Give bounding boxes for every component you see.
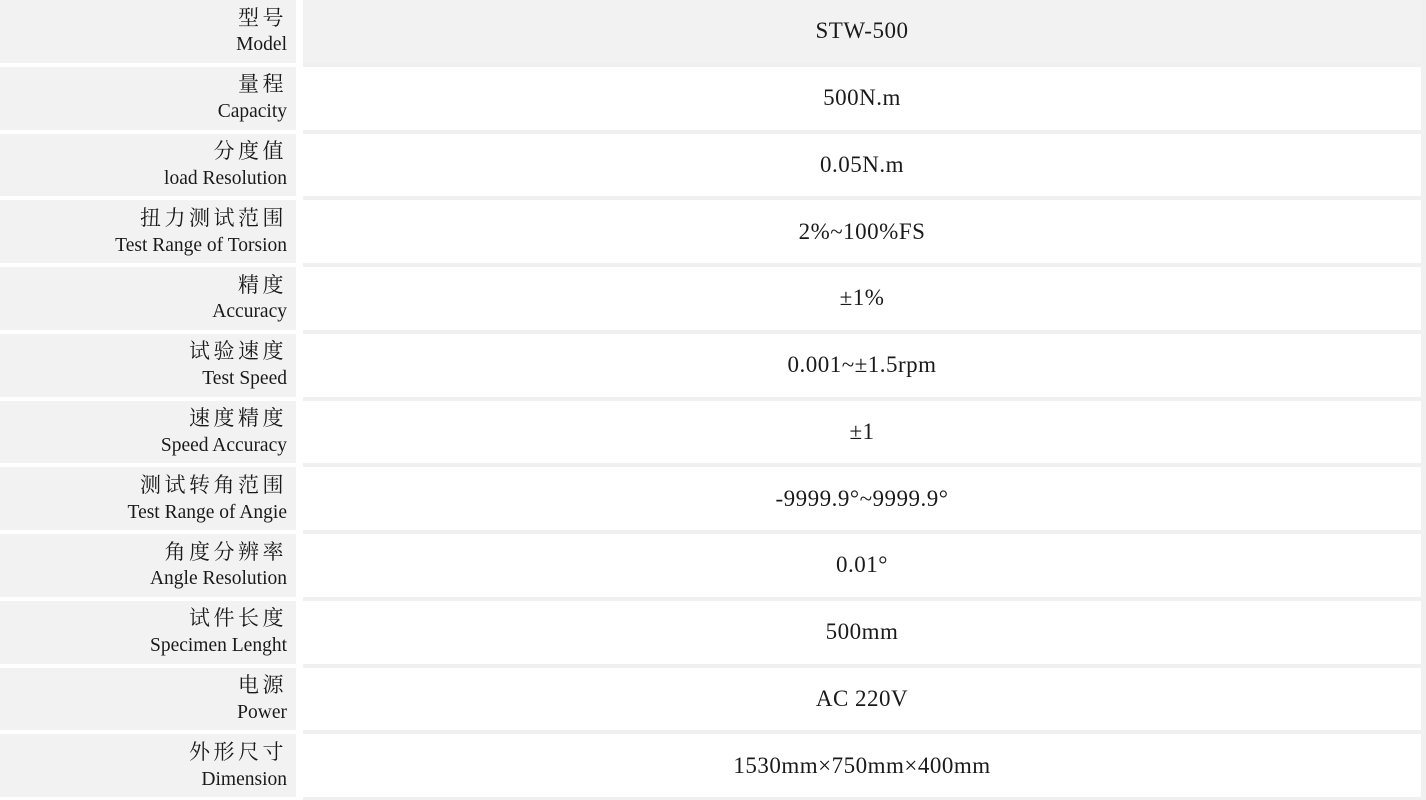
spec-value-cell bbox=[303, 67, 1421, 130]
spec-label-en: Specimen Lenght bbox=[149, 635, 287, 657]
column-gap bbox=[296, 0, 303, 800]
spec-value: -9999.9°~9999.9° bbox=[775, 485, 949, 511]
spec-value: AC 220V bbox=[815, 685, 909, 711]
spec-value-cell bbox=[303, 534, 1421, 597]
spec-label-cell bbox=[0, 0, 296, 63]
spec-value-cell bbox=[303, 734, 1421, 797]
spec-value: 1530mm×750mm×400mm bbox=[733, 752, 991, 778]
spec-label-zh: 速度精度 bbox=[189, 406, 287, 431]
spec-label-en: Test Range of Angie bbox=[127, 501, 287, 523]
spec-label-zh: 精度 bbox=[238, 272, 287, 297]
spec-value-cell bbox=[303, 267, 1421, 330]
spec-label-en: Accuracy bbox=[212, 301, 287, 323]
spec-label-zh: 外形尺寸 bbox=[189, 739, 287, 764]
spec-value: 2%~100%FS bbox=[798, 218, 926, 244]
spec-value: 0.01° bbox=[836, 552, 888, 578]
spec-label-zh: 角度分辨率 bbox=[164, 539, 287, 564]
spec-label-zh: 量程 bbox=[238, 72, 287, 97]
spec-label-en: Speed Accuracy bbox=[160, 434, 287, 456]
spec-value-cell bbox=[303, 601, 1421, 664]
spec-label-cell bbox=[0, 601, 296, 664]
spec-label-zh: 分度值 bbox=[213, 139, 287, 164]
spec-label-en: Capacity bbox=[217, 101, 287, 123]
spec-value: 500N.m bbox=[823, 85, 901, 111]
spec-value-cell bbox=[303, 334, 1421, 397]
spec-value: 0.001~±1.5rpm bbox=[787, 352, 937, 378]
spec-value-cell bbox=[303, 668, 1421, 731]
spec-value-cell bbox=[303, 0, 1421, 63]
spec-label-cell bbox=[0, 67, 296, 130]
spec-value: ±1 bbox=[849, 418, 875, 444]
spec-label-en: Test Range of Torsion bbox=[115, 234, 287, 256]
value-column bbox=[303, 0, 1426, 800]
spec-label-en: load Resolution bbox=[164, 167, 287, 189]
spec-value-cell bbox=[303, 200, 1421, 263]
spec-label-cell bbox=[0, 334, 296, 397]
spec-value-cell bbox=[303, 134, 1421, 197]
spec-label-zh: 电源 bbox=[238, 673, 287, 698]
spec-label-en: Angle Resolution bbox=[149, 568, 287, 590]
spec-value: STW-500 bbox=[815, 18, 909, 44]
spec-value: 0.05N.m bbox=[820, 151, 904, 177]
spec-label-cell bbox=[0, 401, 296, 464]
spec-label-cell bbox=[0, 267, 296, 330]
spec-value-cell bbox=[303, 401, 1421, 464]
spec-value: ±1% bbox=[839, 285, 885, 311]
spec-label-en: Dimension bbox=[201, 768, 287, 790]
spec-label-cell bbox=[0, 668, 296, 731]
spec-label-zh: 型号 bbox=[238, 5, 287, 30]
spec-label-en: Power bbox=[237, 701, 287, 723]
spec-label-en: Model bbox=[236, 34, 287, 56]
spec-value-cell bbox=[303, 467, 1421, 530]
spec-label-en: Test Speed bbox=[202, 368, 287, 390]
spec-label-cell bbox=[0, 467, 296, 530]
spec-label-zh: 试件长度 bbox=[189, 606, 287, 631]
spec-label-cell bbox=[0, 534, 296, 597]
spec-label-zh: 扭力测试范围 bbox=[140, 205, 287, 230]
spec-label-cell bbox=[0, 200, 296, 263]
spec-label-cell bbox=[0, 734, 296, 797]
spec-value: 500mm bbox=[825, 619, 899, 645]
spec-label-zh: 试验速度 bbox=[189, 339, 287, 364]
label-column bbox=[0, 0, 296, 800]
spec-label-zh: 测试转角范围 bbox=[140, 472, 287, 497]
spec-label-cell bbox=[0, 134, 296, 197]
